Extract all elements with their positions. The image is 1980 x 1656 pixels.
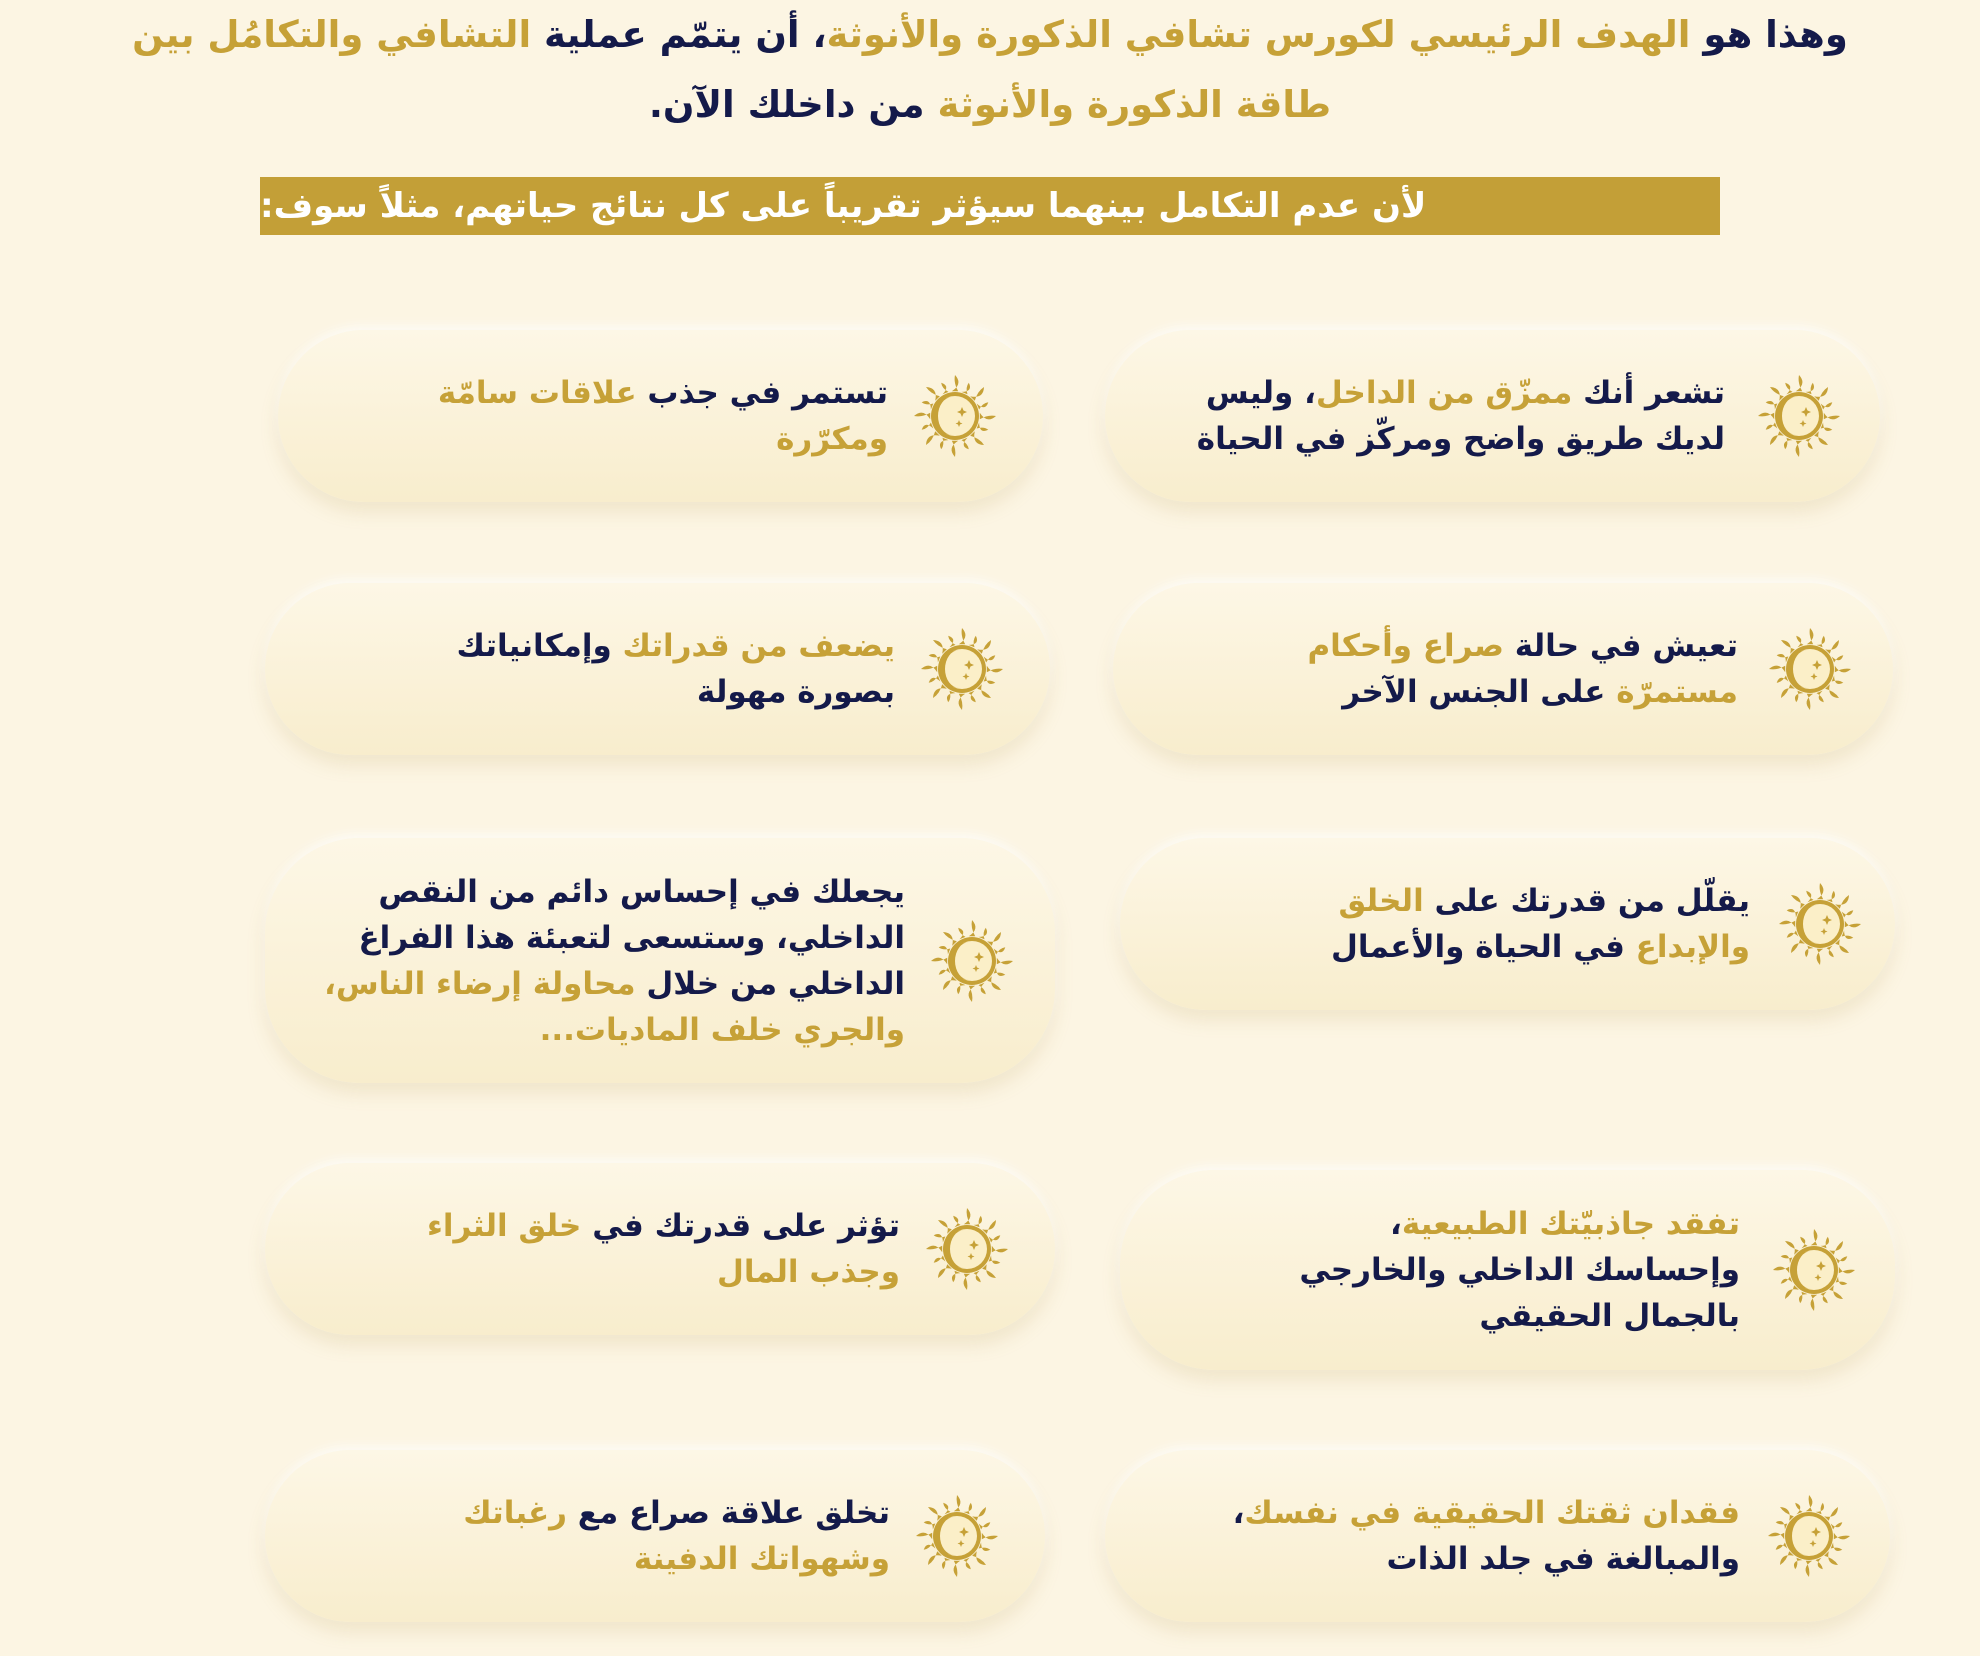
card-line [1307, 669, 1738, 715]
sun-icon [1771, 1227, 1857, 1313]
body-text: وإحساسك الداخلي والخارجي [1299, 1252, 1740, 1288]
intro-paragraph [40, 0, 1940, 140]
highlight-text: ومكرّرة [776, 421, 888, 457]
card-text [427, 1203, 900, 1295]
highlight-text: مستمرّة [1616, 674, 1738, 710]
card-text [324, 869, 905, 1053]
sun-icon [1767, 626, 1853, 712]
card-line [1331, 924, 1750, 970]
highlight-text: يضعف من قدراتك [622, 628, 895, 664]
body-text: على الجنس الآخر [1342, 674, 1617, 710]
card-text [1299, 1201, 1740, 1339]
card-line [1331, 878, 1750, 924]
body-text: ، وليس [1205, 375, 1316, 411]
body-text: تؤثر على قدرتك في [581, 1208, 900, 1244]
sun-icon [912, 373, 998, 459]
highlight-text: علاقات سامّة [437, 375, 637, 411]
sun-icon [929, 918, 1015, 1004]
card-line [438, 370, 888, 416]
highlight-text: ممزّق من الداخل [1315, 375, 1573, 411]
sun-icon [914, 1493, 1000, 1579]
card-line [324, 961, 905, 1007]
card-line [1197, 416, 1725, 462]
body-text: يجعلك في إحساس دائم من النقص [378, 873, 905, 910]
card-8 [265, 1163, 1055, 1335]
card-line [1299, 1247, 1740, 1293]
body-text: تعيش في حالة [1503, 628, 1738, 664]
highlight-text: فقدان ثقتك الحقيقية في نفسك [1244, 1495, 1740, 1531]
body-text: تشعر أنك [1572, 375, 1725, 411]
card-7 [1120, 1170, 1895, 1370]
highlight-text: صراع وأحكام [1307, 628, 1504, 664]
card-2 [278, 330, 1043, 502]
highlight-text: والإبداع [1635, 929, 1750, 965]
card-line [324, 915, 905, 961]
body-text: يقلّل من قدرتك على [1423, 883, 1750, 919]
card-text [457, 623, 895, 715]
highlight-text: الخلق [1338, 883, 1424, 919]
card-3 [1113, 583, 1893, 755]
card-line [1299, 1201, 1740, 1247]
sun-icon [1766, 1493, 1852, 1579]
body-text: لديك طريق واضح ومركّز في الحياة [1196, 421, 1725, 457]
card-line [438, 416, 888, 462]
highlight-text: خلق الثراء [426, 1208, 582, 1244]
card-line [1233, 1490, 1740, 1536]
card-line [324, 869, 905, 915]
body-text: في الحياة والأعمال [1330, 929, 1636, 965]
highlight-text: وشهواتك الدفينة [633, 1541, 890, 1577]
card-line [1299, 1293, 1740, 1339]
card-line [1307, 623, 1738, 669]
card-line [457, 669, 895, 715]
card-text [1197, 370, 1725, 462]
highlight-text: وجذب المال [716, 1254, 900, 1290]
body-text: بصورة مهولة [696, 674, 895, 710]
card-line [1197, 370, 1725, 416]
card-line [463, 1536, 890, 1582]
card-text [1233, 1490, 1740, 1582]
card-6 [265, 838, 1055, 1083]
card-4 [265, 583, 1050, 755]
body-text: تستمر في جذب [636, 375, 888, 411]
intro-line-1: وهذا هو الهدف الرئيسي لكورس تشافي الذكورة والأنوثة، أن يتمّم عملية التشافي والتكامُل بين [132, 13, 1848, 56]
card-line [427, 1203, 900, 1249]
sun-icon [919, 626, 1005, 712]
body-text: وإمكانياتك [456, 628, 623, 664]
card-9 [1105, 1450, 1890, 1622]
card-line [1233, 1536, 1740, 1582]
highlight-text: والجري خلف الماديات... [539, 1011, 905, 1048]
sun-icon [1756, 373, 1842, 459]
body-text: ، [1232, 1495, 1245, 1531]
highlight-text: محاولة إرضاء الناس، [324, 965, 636, 1002]
card-text [438, 370, 888, 462]
card-text [1307, 623, 1738, 715]
card-text [1331, 878, 1750, 970]
body-text: بالجمال الحقيقي [1479, 1298, 1740, 1334]
sun-icon [1777, 881, 1863, 967]
body-text: ، [1390, 1206, 1402, 1242]
banner-text: لأن عدم التكامل بينهما سيؤثر تقريباً على كل نتائج حياتهم، مثلاً سوف: [260, 186, 1427, 226]
card-1 [1105, 330, 1880, 502]
card-line [427, 1249, 900, 1295]
body-text: الداخلي من خلال [635, 965, 905, 1002]
highlight-text: تفقد جاذبيّتك الطبيعية [1401, 1206, 1740, 1242]
card-line [457, 623, 895, 669]
section-banner [260, 177, 1720, 235]
body-text: والمبالغة في جلد الذات [1386, 1541, 1740, 1577]
card-line [463, 1490, 890, 1536]
intro-line-2: طاقة الذكورة والأنوثة من داخلك الآن. [648, 83, 1332, 126]
body-text: تخلق علاقة صراع مع [567, 1495, 890, 1531]
body-text: الداخلي، وستسعى لتعبئة هذا الفراغ [358, 919, 905, 956]
highlight-text: رغباتك [463, 1495, 568, 1531]
card-5 [1120, 838, 1895, 1010]
sun-icon [924, 1206, 1010, 1292]
card-line [324, 1007, 905, 1053]
card-10 [265, 1450, 1045, 1622]
card-text [463, 1490, 890, 1582]
